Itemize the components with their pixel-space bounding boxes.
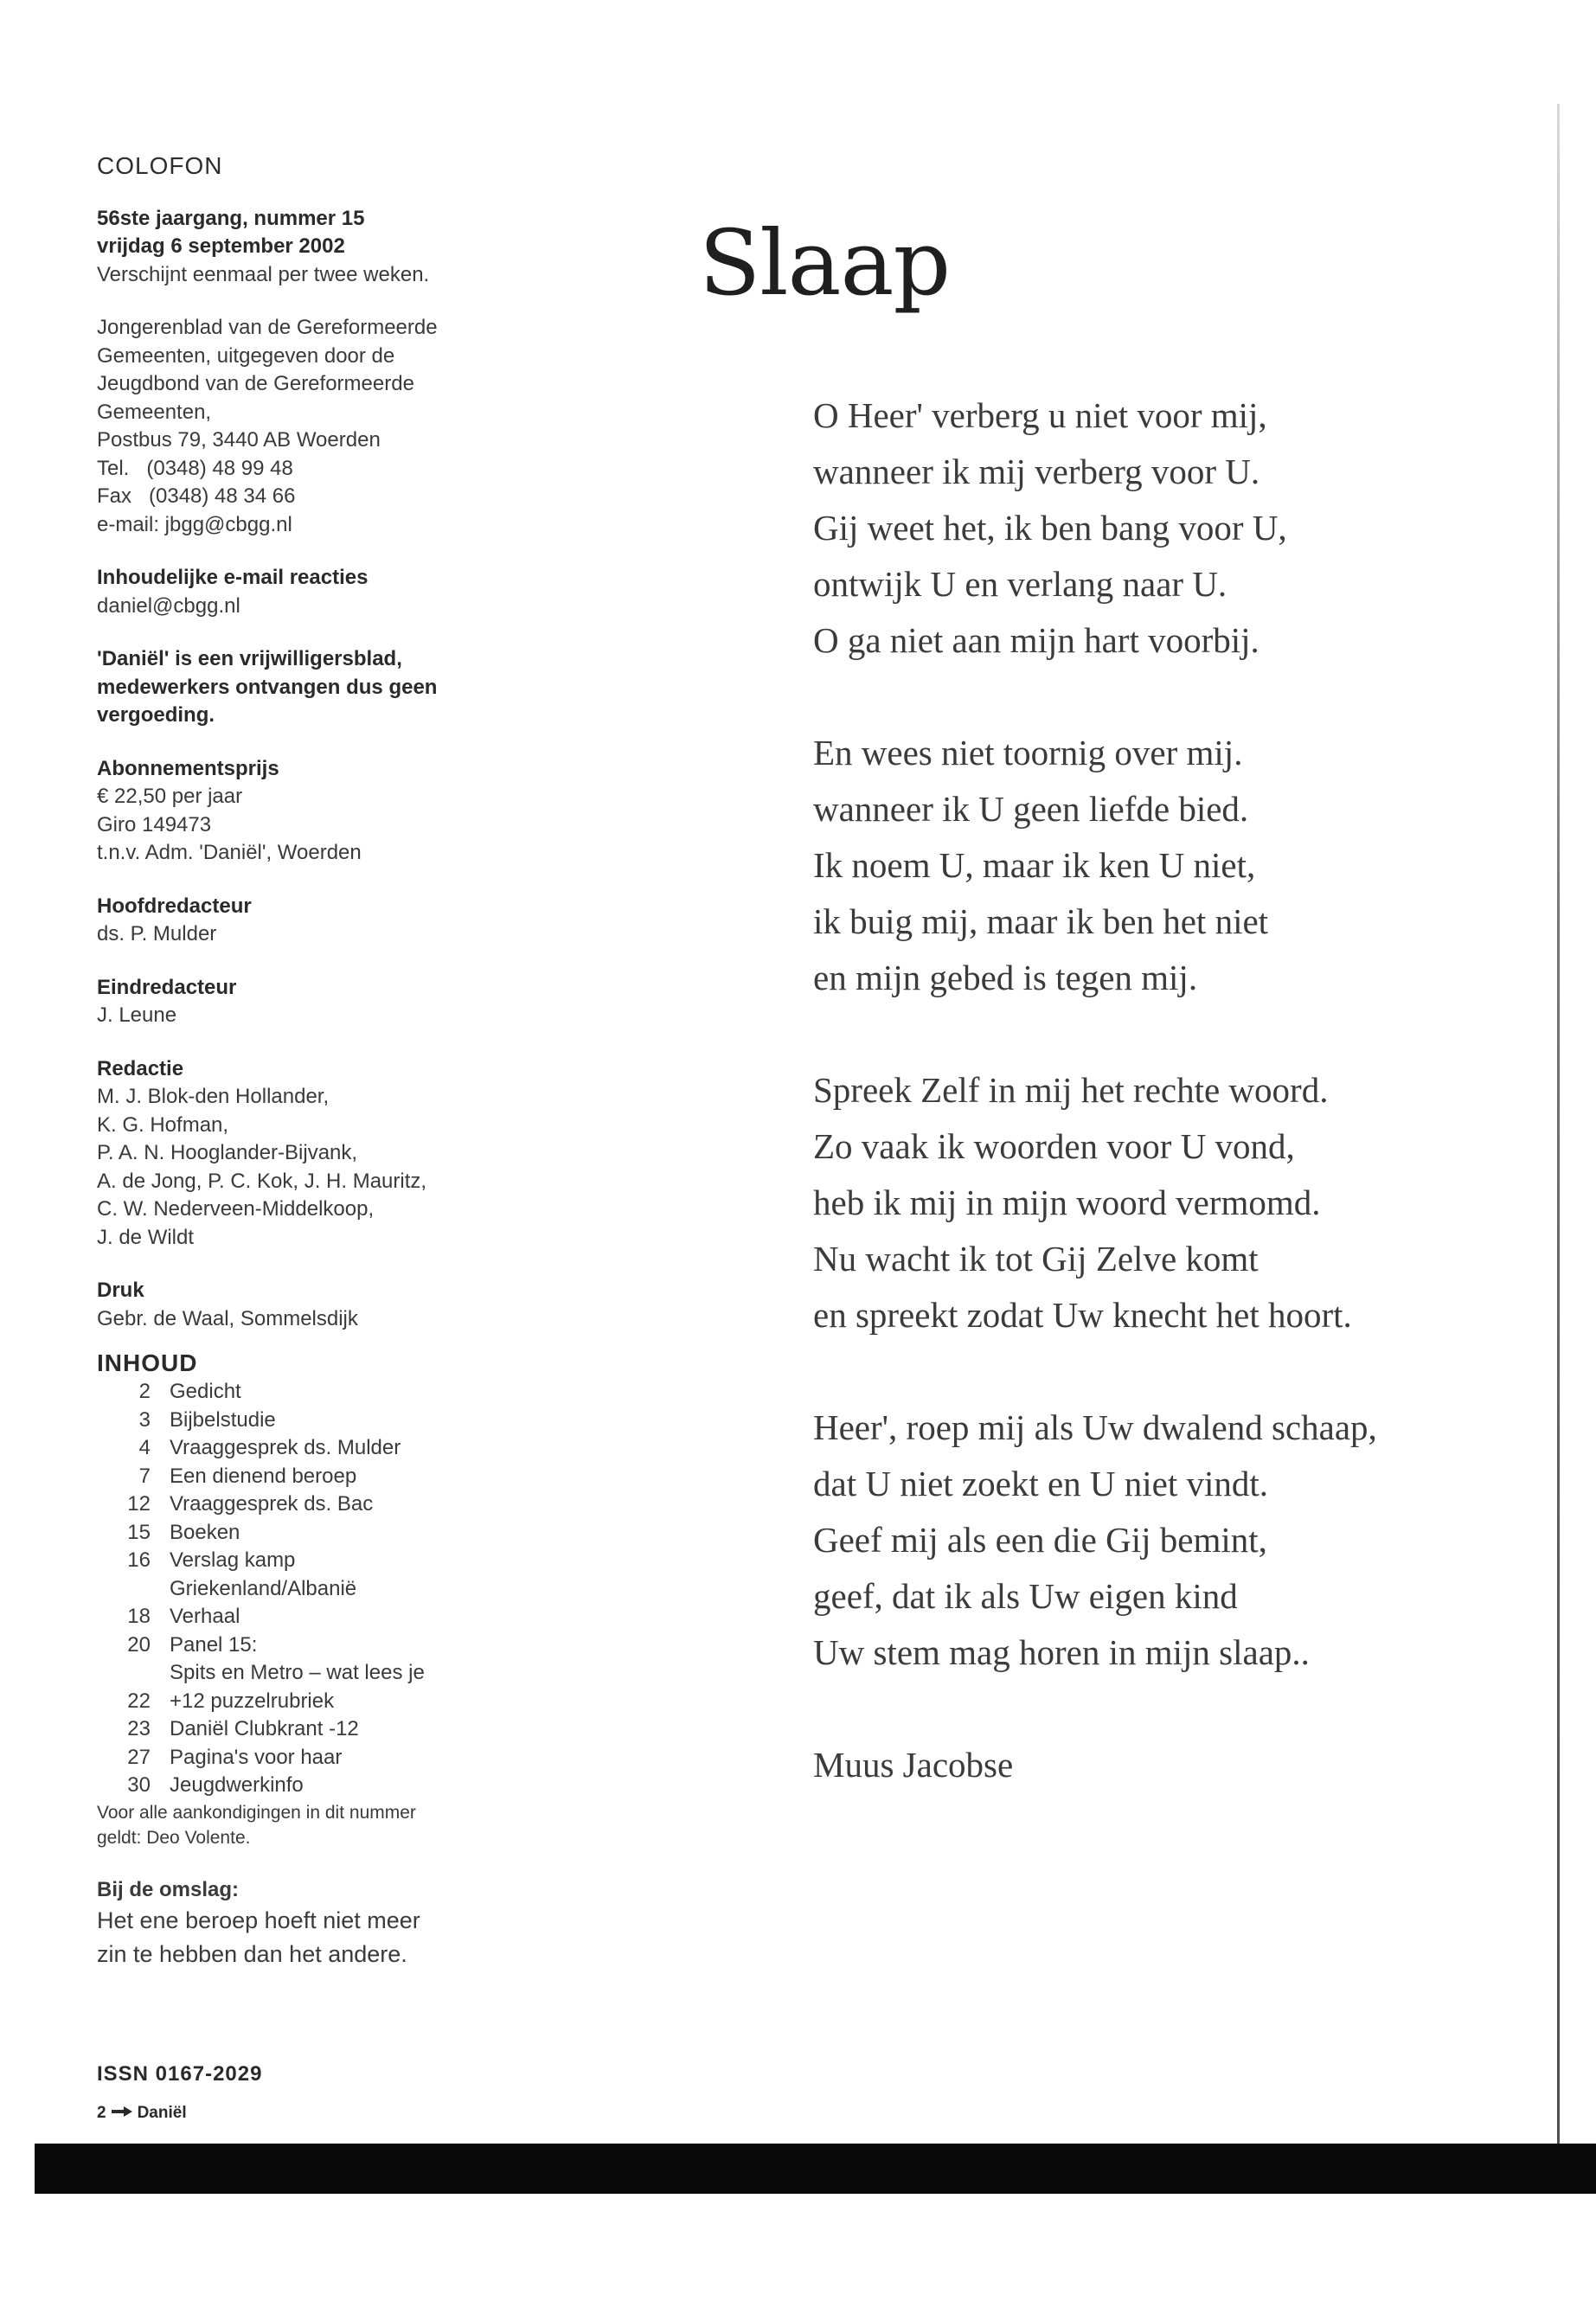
volunteer-line: vergoeding. bbox=[97, 703, 215, 727]
subscription-price: € 22,50 per jaar bbox=[97, 785, 243, 808]
chief-editor bbox=[97, 893, 495, 949]
magazine-name: Daniël bbox=[137, 2104, 187, 2122]
contents-item: 20 Panel 15: bbox=[127, 1632, 258, 1657]
contents-heading: INHOUD bbox=[97, 1349, 198, 1376]
contents-item: 16 Verslag kamp bbox=[127, 1548, 296, 1572]
publisher-email: e-mail: jbgg@cbgg.nl bbox=[97, 512, 292, 536]
poem-line: O Heer' verberg u niet voor mij, bbox=[813, 395, 1267, 435]
cover-caption bbox=[97, 1876, 495, 1972]
contents-item: 27 Pagina's voor haar bbox=[127, 1745, 343, 1769]
editorial-member: J. de Wildt bbox=[97, 1225, 195, 1249]
poem-line: geef, dat ik als Uw eigen kind bbox=[813, 1576, 1238, 1616]
contents-item: 12 Vraaggesprek ds. Bac bbox=[127, 1492, 374, 1516]
contents-item: 23 Daniël Clubkrant -12 bbox=[127, 1717, 359, 1740]
editorial-member: A. de Jong, P. C. Kok, J. H. Mauritz, bbox=[97, 1169, 427, 1193]
page-number: 2 bbox=[97, 2104, 106, 2122]
poem-title: Slaap bbox=[699, 210, 951, 316]
poem-line: En wees niet toornig over mij. bbox=[813, 733, 1243, 772]
publisher-info bbox=[97, 314, 495, 539]
poem-line: en mijn gebed is tegen mij. bbox=[813, 958, 1198, 997]
contents-item: 30 Jeugdwerkinfo bbox=[127, 1773, 304, 1797]
final-editor bbox=[97, 974, 495, 1030]
poem-line: Nu wacht ik tot Gij Zelve komt bbox=[813, 1239, 1259, 1279]
poem-line: Heer', roep mij als Uw dwalend schaap, bbox=[813, 1407, 1377, 1447]
poem-line: en spreekt zodat Uw knecht het hoort. bbox=[813, 1295, 1352, 1335]
editorial-staff bbox=[97, 1055, 495, 1253]
print-label: Druk bbox=[97, 1279, 144, 1302]
volunteer-line: 'Daniël' is een vrijwilligersblad, bbox=[97, 647, 402, 670]
colofon-heading: COLOFON bbox=[97, 152, 223, 179]
editorial-label: Redactie bbox=[97, 1056, 184, 1080]
final-editor-name: J. Leune bbox=[97, 1003, 177, 1027]
poem-line: O ga niet aan mijn hart voorbij. bbox=[813, 620, 1259, 660]
volunteer-line: medewerkers ontvangen dus geen bbox=[97, 675, 438, 699]
poem-line: Uw stem mag horen in mijn slaap.. bbox=[813, 1632, 1310, 1672]
editorial-member: C. W. Nederveen-Middelkoop, bbox=[97, 1197, 375, 1221]
chief-editor-label: Hoofdredacteur bbox=[97, 894, 252, 918]
email-reactions-address: daniel@cbgg.nl bbox=[97, 593, 240, 618]
poem-stanza bbox=[813, 1400, 1377, 1681]
poem-line: Zo vaak ik woorden voor U vond, bbox=[813, 1126, 1295, 1166]
publisher-fax: Fax (0348) 48 34 66 bbox=[97, 484, 296, 508]
contents-item-continued: Griekenland/Albanië bbox=[170, 1576, 357, 1600]
poem-line: ik buig mij, maar ik ben het niet bbox=[813, 901, 1269, 941]
poem-line: Geef mij als een die Gij bemint, bbox=[813, 1520, 1267, 1560]
subscription-account: t.n.v. Adm. 'Daniël', Woerden bbox=[97, 841, 362, 864]
subscription-giro: Giro 149473 bbox=[97, 812, 212, 836]
poem-body bbox=[813, 388, 1377, 1793]
publisher-address: Postbus 79, 3440 AB Woerden bbox=[97, 428, 381, 452]
arrow-right-icon bbox=[112, 2106, 132, 2121]
scan-edge-line bbox=[1557, 104, 1560, 2145]
poem-line: heb ik mij in mijn woord vermomd. bbox=[813, 1183, 1321, 1222]
poem-stanza bbox=[813, 725, 1377, 1006]
publisher-line: Gemeenten, bbox=[97, 400, 212, 424]
poem-line: Spreek Zelf in mij het rechte woord. bbox=[813, 1070, 1329, 1110]
publisher-phone: Tel. (0348) 48 99 48 bbox=[97, 456, 293, 480]
contents-item: 7 Een dienend beroep bbox=[138, 1464, 357, 1488]
final-editor-label: Eindredacteur bbox=[97, 975, 237, 999]
poem-line: Gij weet het, ik ben bang voor U, bbox=[813, 508, 1287, 548]
issn: ISSN 0167-2029 bbox=[97, 2062, 263, 2086]
poem-line: wanneer ik mij verberg voor U. bbox=[813, 452, 1260, 491]
subscription-label: Abonnementsprijs bbox=[97, 756, 279, 780]
print-info bbox=[97, 1277, 495, 1333]
chief-editor-name: ds. P. Mulder bbox=[97, 922, 217, 945]
contents-list bbox=[97, 1378, 495, 1800]
poem-stanza bbox=[813, 388, 1377, 669]
subscription-info bbox=[97, 755, 495, 868]
page-footer bbox=[97, 2104, 187, 2123]
publisher-line: Jongerenblad van de Gereformeerde bbox=[97, 316, 438, 339]
poem-line: ontwijk U en verlang naar U. bbox=[813, 564, 1227, 604]
editorial-member: M. J. Blok-den Hollander, bbox=[97, 1085, 330, 1108]
volunteer-notice bbox=[97, 645, 495, 730]
colofon-column bbox=[97, 152, 495, 1971]
contents-note: Voor alle aankondigingen in dit nummer geldt: Deo Volente. bbox=[97, 1802, 416, 1848]
cover-label: Bij de omslag: bbox=[97, 1877, 240, 1901]
poem-line: wanneer ik U geen liefde bied. bbox=[813, 789, 1249, 829]
contents-item: 2 Gedicht bbox=[138, 1380, 241, 1403]
editorial-member: K. G. Hofman, bbox=[97, 1112, 229, 1137]
issue-volume: 56ste jaargang, nummer 15 bbox=[97, 206, 365, 230]
contents-item: 3 Bijbelstudie bbox=[138, 1407, 276, 1432]
editorial-member: P. A. N. Hooglander-Bijvank, bbox=[97, 1141, 358, 1164]
print-company: Gebr. de Waal, Sommelsdijk bbox=[97, 1306, 358, 1330]
poem-author: Muus Jacobse bbox=[813, 1745, 1014, 1785]
contents-item: 22 +12 puzzelrubriek bbox=[127, 1689, 335, 1713]
email-reactions-label: Inhoudelijke e-mail reacties bbox=[97, 566, 369, 589]
issue-frequency: Verschijnt eenmaal per twee weken. bbox=[97, 262, 430, 286]
contents-item: 15 Boeken bbox=[127, 1520, 240, 1544]
contents-item: 4 Vraaggesprek ds. Mulder bbox=[138, 1436, 401, 1459]
issue-info bbox=[97, 205, 495, 290]
poem-stanza bbox=[813, 1062, 1377, 1343]
cover-text: zin te hebben dan het andere. bbox=[97, 1941, 407, 1967]
contents-item-continued: Spits en Metro – wat lees je bbox=[170, 1661, 425, 1684]
poem-line: dat U niet zoekt en U niet vindt. bbox=[813, 1464, 1269, 1503]
contents-item: 18 Verhaal bbox=[127, 1605, 240, 1628]
cover-text: Het ene beroep hoeft niet meer bbox=[97, 1907, 420, 1933]
issue-date: vrijdag 6 september 2002 bbox=[97, 234, 345, 258]
email-reactions bbox=[97, 564, 495, 620]
scan-bottom-bar bbox=[35, 2144, 1596, 2194]
publisher-line: Jeugdbond van de Gereformeerde bbox=[97, 372, 414, 395]
publisher-line: Gemeenten, uitgegeven door de bbox=[97, 343, 395, 368]
poem-line: Ik noem U, maar ik ken U niet, bbox=[813, 845, 1256, 885]
